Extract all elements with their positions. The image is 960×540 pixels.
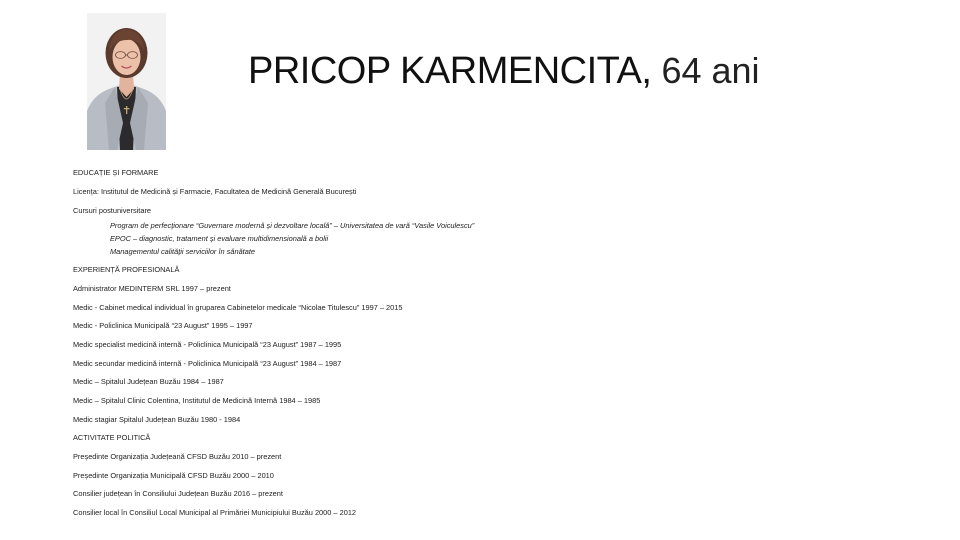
political-item: Președinte Organizația Municipală CFSD Buzău 2000 – 2010 (73, 471, 274, 480)
experience-item: Medic secundar medicină internă - Policlinica Municipală “23 August” 1984 – 1987 (73, 359, 342, 368)
course-item: Program de perfecționare “Guvernare modernă și dezvoltare locală” – Universitatea de vară “Vasile Voiculescu” (110, 221, 475, 230)
experience-item: Medic – Spitalul Județean Buzău 1984 – 1987 (73, 377, 224, 386)
postgrad-heading: Cursuri postuniversitare (73, 206, 152, 215)
course-item: Managementul calității serviciilor în sănătate (110, 247, 256, 256)
course-item: EPOC – diagnostic, tratament și evaluare multidimensională a bolii (110, 234, 329, 243)
experience-item: Medic stagiar Spitalul Județean Buzău 1980 - 1984 (73, 415, 241, 424)
portrait-illustration (87, 13, 166, 150)
person-name: PRICOP KARMENCITA, (248, 50, 652, 92)
education-license: Licența: Institutul de Medicină și Farmacie, Facultatea de Medicină Generală București (73, 187, 357, 196)
experience-item: Medic - Policlinica Municipală “23 August” 1995 – 1997 (73, 321, 253, 330)
political-heading: ACTIVITATE POLITICĂ (73, 433, 151, 442)
page-title (248, 52, 760, 90)
experience-item: Medic – Spitalul Clinic Colentina, Institutul de Medicină Internă 1984 – 1985 (73, 396, 321, 405)
political-item: Consilier județean în Consiliului Județean Buzău 2016 – prezent (73, 489, 283, 498)
experience-item: Medic - Cabinet medical individual în gruparea Cabinetelor medicale “Nicolae Titulescu” 1997 – 2015 (73, 303, 403, 312)
person-age: 64 ani (651, 50, 760, 91)
political-item: Președinte Organizația Județeană CFSD Buzău 2010 – prezent (73, 452, 282, 461)
experience-heading: EXPERIENȚĂ PROFESIONALĂ (73, 265, 180, 274)
experience-item: Medic specialist medicină internă - Policlinica Municipală “23 August” 1987 – 1995 (73, 340, 342, 349)
experience-item: Administrator MEDINTERM SRL 1997 – prezent (73, 284, 231, 293)
political-item: Consilier local în Consiliul Local Municipal al Primăriei Municipiului Buzău 2000 – 2012 (73, 508, 357, 517)
profile-photo (87, 13, 166, 150)
education-heading: EDUCAȚIE ȘI FORMARE (73, 168, 159, 177)
